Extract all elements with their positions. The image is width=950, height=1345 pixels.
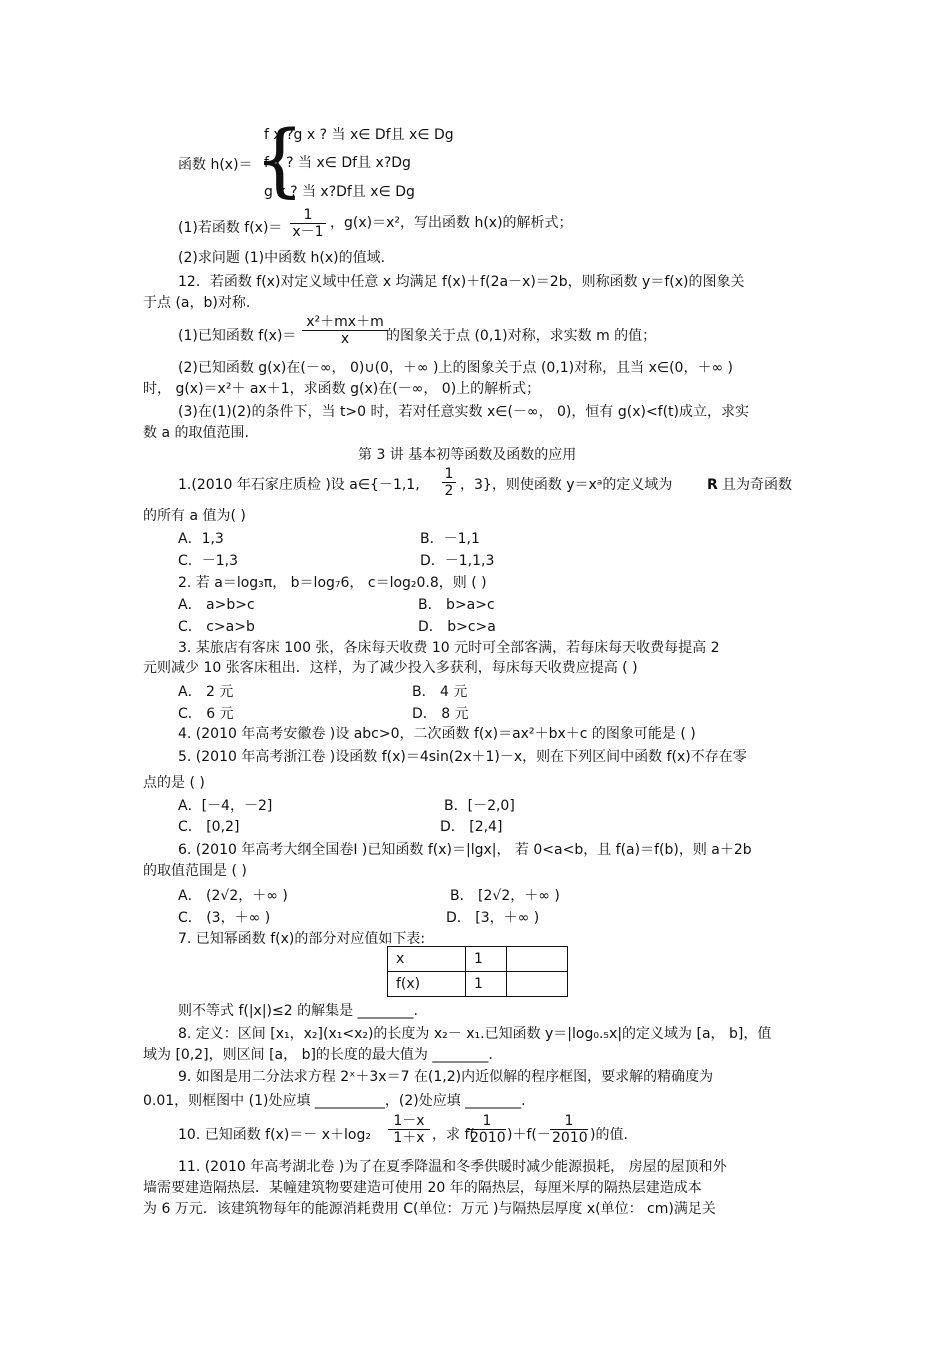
q12-line-1: 12．若函数 f(x)对定义域中任意 x 均满足 f(x)＋f(2a－x)＝2b，则称函数 y＝f(x)的图象关	[178, 274, 745, 290]
section-title: 第 3 讲 基本初等函数及函数的应用	[358, 447, 577, 463]
q12-part1-fraction	[302, 314, 388, 347]
q11b-line-3: 为 6 万元．该建筑物每年的能源消耗费用 C(单位：万元 )与隔热层厚度 x(单位： cm)满足关	[143, 1201, 716, 1217]
q11-part1-prefix: (1)若函数 f(x)＝	[178, 220, 283, 236]
table-cell: x	[388, 947, 466, 972]
q7-value-table	[387, 946, 568, 997]
q10-mid: ，求 f(	[432, 1127, 475, 1143]
q12-part1-prefix: (1)已知函数 f(x)＝	[178, 328, 297, 344]
q10-suffix: )的值.	[590, 1127, 628, 1143]
q3-line-2: 元则减少 10 张客床租出．这样，为了减少投入多获利，每床每天收费应提高 ( )	[143, 660, 638, 676]
q3-option-c: C． 6 元	[178, 706, 234, 722]
q1-suffix: ，3}，则使函数 y＝xᵃ的定义域为	[460, 477, 673, 493]
table-cell: 1	[466, 972, 507, 997]
q10-fraction-2	[468, 1113, 506, 1146]
q10-fraction-1	[388, 1113, 430, 1146]
q2-option-b: B． b>a>c	[418, 597, 495, 613]
q12-line-2: 于点 (a，b)对称.	[143, 295, 251, 311]
q11-part1-suffix: ，g(x)＝x²，写出函数 h(x)的解析式；	[330, 215, 573, 231]
q6-option-d: D． [3，＋∞ )	[446, 910, 540, 926]
q11b-line-1: 11. (2010 年高考湖北卷 )为了在夏季降温和冬季供暖时减少能源损耗， 房屋的屋顶和外	[178, 1159, 727, 1175]
q10-fraction-3	[550, 1113, 588, 1146]
fraction-numerator: 1	[468, 1113, 506, 1130]
q11b-line-2: 墙需要建造隔热层．某幢建筑物要建造可使用 20 年的隔热层，每厘米厚的隔热层建造成本	[143, 1180, 702, 1196]
piecewise-brace: {	[254, 113, 305, 206]
q1-fraction	[442, 466, 456, 499]
table-cell: f(x)	[388, 972, 466, 997]
q1-option-b: B．－1,1	[420, 531, 480, 547]
table-row	[388, 947, 568, 972]
fraction-numerator: 1	[290, 207, 326, 224]
fraction-denominator: 2010	[552, 1130, 588, 1146]
q3-line-1: 3. 某旅店有客床 100 张，各床每天收费 10 元时可全部客满，若每床每天收费每提高 2	[178, 640, 720, 656]
q3-option-a: A． 2 元	[178, 684, 234, 700]
q6-line-1: 6. (2010 年高考大纲全国卷Ⅰ )已知函数 f(x)＝|lgx|， 若 0<a<b，且 f(a)＝f(b)，则 a＋2b	[178, 842, 752, 858]
q10-prefix: 10. 已知函数 f(x)＝－ x＋log₂	[178, 1127, 371, 1143]
q1-option-c: C．－1,3	[178, 553, 239, 569]
q5-line-2: 点的是 ( )	[143, 775, 205, 791]
q7-after: 则不等式 f(|x|)≤2 的解集是 ________.	[178, 1003, 419, 1019]
q5-option-c: C． [0,2]	[178, 819, 240, 835]
q5-option-a: A．[－4，－2]	[178, 798, 273, 814]
q9-line-1: 9. 如图是用二分法求方程 2ˣ＋3x＝7 在(1,2)内近似解的程序框图，要求解的精确度为	[178, 1069, 714, 1085]
table-cell	[507, 972, 568, 997]
q2-option-a: A． a>b>c	[178, 597, 255, 613]
fraction-numerator: x²＋mx＋m	[302, 314, 388, 331]
q12-part3-line-2: 数 a 的取值范围.	[143, 425, 249, 441]
q8-line-2: 域为 [0,2]，则区间 [a， b]的长度的最大值为 ________.	[143, 1047, 493, 1063]
piecewise-label: 函数 h(x)＝	[178, 157, 253, 173]
fraction-denominator: 1＋x	[393, 1130, 425, 1146]
q6-line-2: 的取值范围是 ( )	[143, 863, 247, 879]
q6-option-a: A． (2√2，＋∞ )	[178, 888, 288, 904]
piecewise-row-2: f x ? 当 x∈ Df且 x?Dg	[264, 155, 411, 171]
q12-part1-suffix: 的图象关于点 (0,1)对称，求实数 m 的值；	[386, 328, 657, 344]
piecewise-row-1: f x ?g x ? 当 x∈ Df且 x∈ Dg	[264, 127, 454, 143]
q5-line-1: 5. (2010 年高考浙江卷 )设函数 f(x)＝4sin(2x＋1)－x，则在下列区间中函数 f(x)不存在零	[178, 749, 747, 765]
table-cell	[507, 947, 568, 972]
q2-stem: 2. 若 a＝log₃π， b＝log₇6， c＝log₂0.8，则 ( )	[178, 575, 487, 591]
q5-option-b: B．[－2,0]	[444, 798, 515, 814]
fraction-numerator: 1－x	[388, 1113, 430, 1130]
q2-option-d: D． b>c>a	[418, 619, 496, 635]
q7-stem: 7. 已知幂函数 f(x)的部分对应值如下表:	[178, 931, 426, 947]
fraction-numerator: 1	[550, 1113, 588, 1130]
fraction-denominator: 2	[444, 483, 454, 499]
q6-option-c: C． (3，＋∞ )	[178, 910, 271, 926]
q1-bold-r: R	[707, 477, 718, 493]
piecewise-row-3: g x ? 当 x?Df且 x∈ Dg	[264, 184, 415, 200]
fraction-numerator: 1	[442, 466, 456, 483]
q12-part3-line-1: (3)在(1)(2)的条件下，当 t>0 时，若对任意实数 x∈(－∞， 0)，恒有 g(x)<f(t)成立，求实	[178, 404, 750, 420]
q4-stem: 4. (2010 年高考安徽卷 )设 abc>0，二次函数 f(x)＝ax²＋bx＋c 的图象可能是 ( )	[178, 726, 696, 742]
q10-mid-2: )＋f(－	[507, 1127, 551, 1143]
q12-part2-line-1: (2)已知函数 g(x)在(－∞， 0)∪(0，＋∞ )上的图象关于点 (0,1)对称，且当 x∈(0，＋∞ )	[178, 360, 734, 376]
table-cell: 1	[466, 947, 507, 972]
q1-suffix-2: 且为奇函数	[722, 477, 792, 493]
q3-option-d: D． 8 元	[412, 706, 469, 722]
q3-option-b: B． 4 元	[412, 684, 468, 700]
q5-option-d: D． [2,4]	[440, 819, 503, 835]
fraction-denominator: x	[340, 331, 350, 347]
q1-prefix: 1.(2010 年石家庄质检 )设 a∈{－1,1,	[178, 477, 420, 493]
q1-option-a: A．1,3	[178, 531, 224, 547]
q1-option-d: D．－1,1,3	[420, 553, 495, 569]
q9-line-2: 0.01，则框图中 (1)处应填 __________，(2)处应填 ________.	[143, 1093, 526, 1109]
q6-option-b: B． [2√2，＋∞ )	[450, 888, 560, 904]
q8-line-1: 8. 定义：区间 [x₁，x₂](x₁<x₂)的长度为 x₂－ x₁.已知函数 y＝|log₀.₅x|的定义域为 [a， b]，值	[178, 1026, 772, 1042]
q12-part2-line-2: 时， g(x)＝x²＋ ax＋1，求函数 g(x)在(－∞， 0)上的解析式；	[143, 381, 541, 397]
q11-part2: (2)求问题 (1)中函数 h(x)的值域.	[178, 250, 386, 266]
q11-part1-fraction	[290, 207, 326, 240]
table-row	[388, 972, 568, 997]
fraction-denominator: 2010	[470, 1130, 506, 1146]
fraction-denominator: x－1	[292, 224, 324, 240]
q1-line-2: 的所有 a 值为( )	[143, 508, 246, 524]
q2-option-c: C． c>a>b	[178, 619, 255, 635]
